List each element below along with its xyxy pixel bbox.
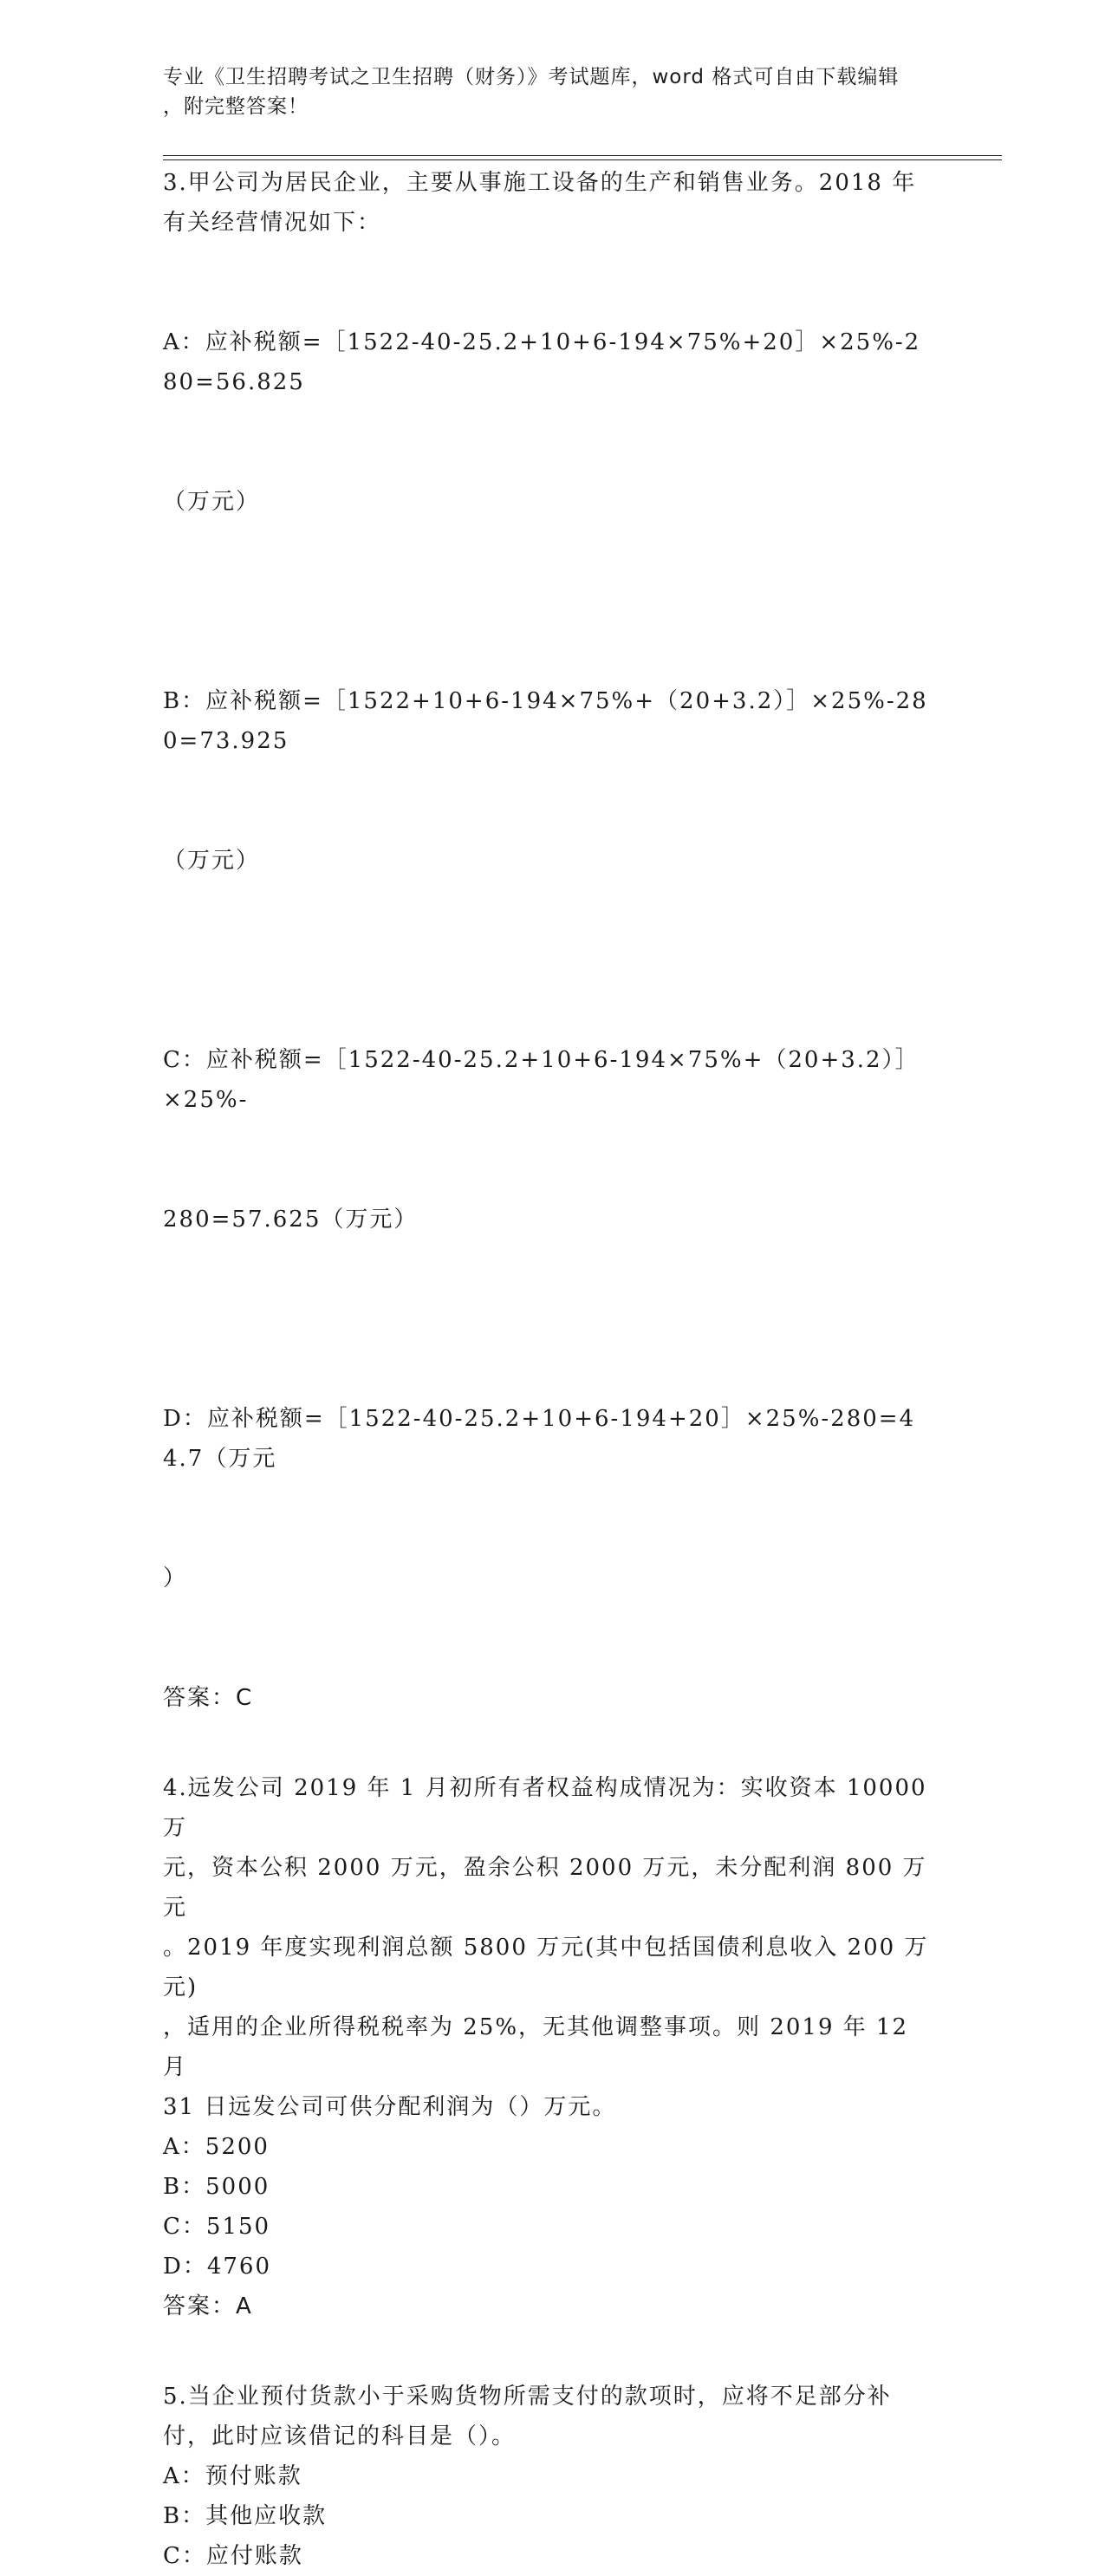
question-4-option-c: C：5150 (163, 2214, 271, 2240)
question-4 (163, 1768, 936, 2326)
option-line: 280=57.625（万元） (163, 1207, 419, 1233)
option-line: C：应补税额=［1522-40-25.2+10+6-194×75%+（20+3.2）］×25%- (163, 1047, 920, 1113)
question-4-option-b: B：5000 (163, 2174, 270, 2200)
option-line: （万元） (163, 489, 261, 515)
question-3-option-b (163, 602, 936, 960)
option-line: B：应补税额=［1522+10+6-194×75%+（20+3.2）］×25%-280=73.925 (163, 688, 928, 754)
question-4-answer: 答案：A (163, 2293, 253, 2319)
question-4-stem-line-3: 。2019 年度实现利润总额 5800 万元(其中包括国债利息收入 200 万元) (163, 1935, 929, 2000)
question-4-stem-line-5: 31 日远发公司可供分配利润为（）万元。 (163, 2094, 617, 2120)
question-list (163, 163, 936, 2576)
question-4-stem-line-1: 4.远发公司 2019 年 1 月初所有者权益构成情况为：实收资本 10000 万 (163, 1775, 936, 1841)
question-3 (163, 163, 936, 1718)
question-4-stem-line-4: ，适用的企业所得税税率为 25%，无其他调整事项。则 2019 年 12 月 (163, 2014, 918, 2080)
question-3-answer: 答案：C (163, 1685, 254, 1711)
option-line: A：应补税额=［1522-40-25.2+10+6-194×75%+20］×25%-280=56.825 (163, 329, 921, 395)
question-5-stem-line-1: 5.当企业预付货款小于采购货物所需支付的款项时，应将不足部分补 (163, 2384, 892, 2410)
question-5-stem-line-2: 付，此时应该借记的科目是（）。 (163, 2423, 517, 2449)
header-divider-top (163, 155, 1002, 156)
question-5-option-c: C：应付账款 (163, 2543, 303, 2569)
question-3-stem-line-1: 3.甲公司为居民企业，主要从事施工设备的生产和销售业务。2018 年 (163, 170, 917, 196)
question-4-option-a: A：5200 (163, 2134, 270, 2160)
header-line-2: ，附完整答案！ (163, 95, 309, 118)
spacer (163, 1718, 936, 1768)
option-line: ） (163, 1565, 188, 1591)
header-line-1: 专业《卫生招聘考试之卫生招聘（财务）》考试题库，word 格式可自由下载编辑 (163, 66, 900, 88)
spacer (163, 2326, 936, 2377)
question-4-stem-line-2: 元，资本公积 2000 万元，盈余公积 2000 万元，未分配利润 800 万元 (163, 1855, 927, 1921)
question-5-option-b: B：其他应收款 (163, 2503, 328, 2529)
option-line: （万元） (163, 848, 261, 874)
question-4-option-d: D：4760 (163, 2254, 272, 2280)
option-line: D：应补税额=［1522-40-25.2+10+6-194+20］×25%-280=44.7（万元 (163, 1406, 916, 1472)
document-header (163, 62, 926, 121)
question-3-option-a (163, 243, 936, 602)
question-3-stem-line-2: 有关经营情况如下： (163, 210, 382, 236)
question-3-option-c (163, 960, 936, 1319)
question-3-option-d (163, 1319, 936, 1678)
question-5 (163, 2377, 936, 2576)
header-divider-bottom (163, 159, 1002, 160)
question-5-option-a: A：预付账款 (163, 2463, 302, 2489)
